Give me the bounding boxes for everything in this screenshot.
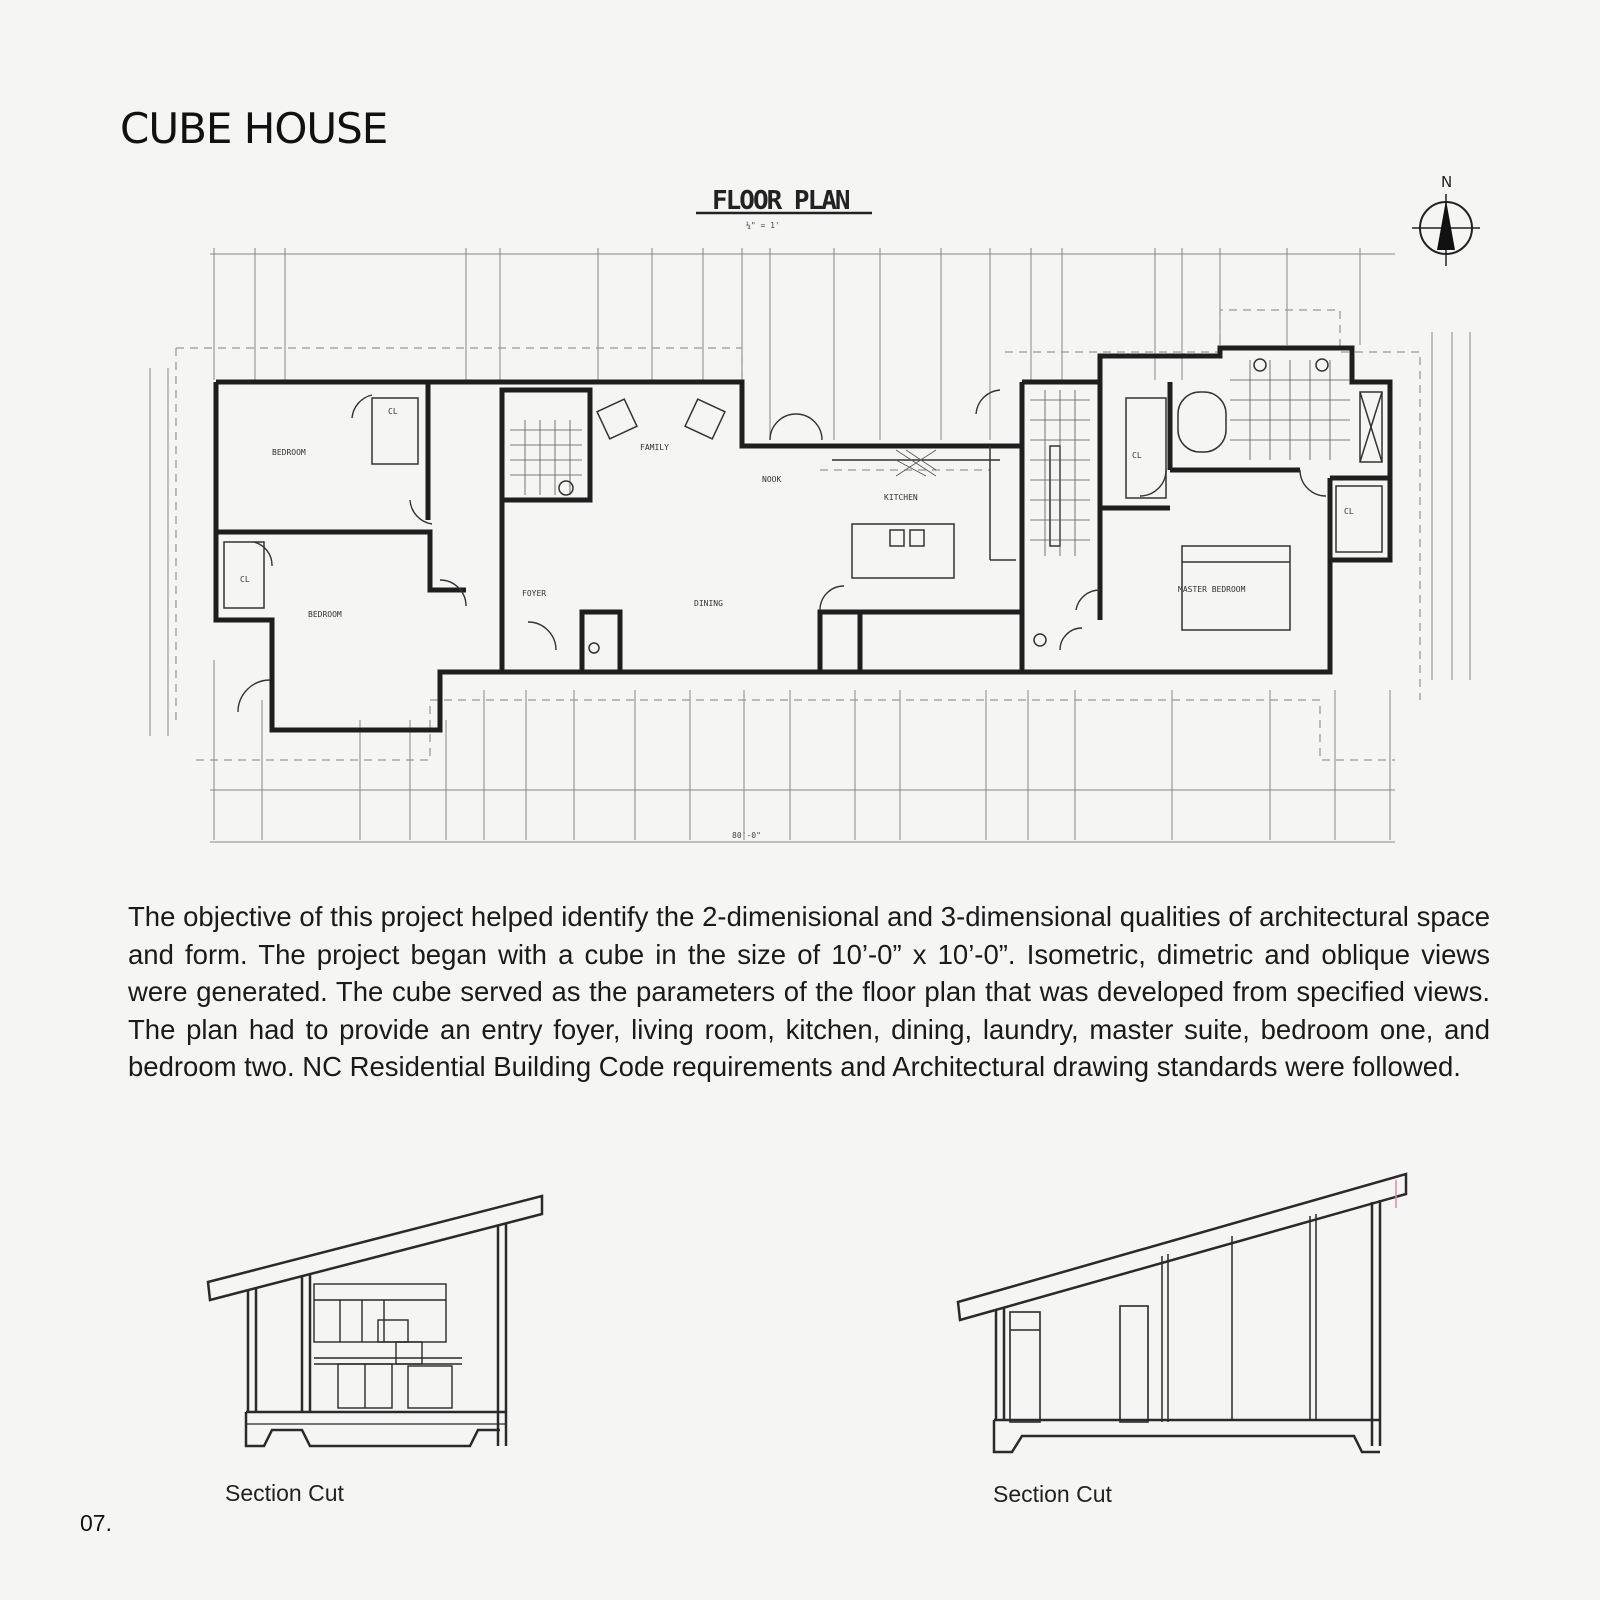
- room-label-family: FAMILY: [640, 443, 669, 452]
- room-label-closet-4: CL: [1344, 507, 1354, 516]
- room-label-bedroom-2: BEDROOM: [308, 610, 342, 619]
- room-label-foyer: FOYER: [522, 589, 547, 598]
- room-label-dining: DINING: [694, 599, 723, 608]
- room-label-closet-2: CL: [240, 575, 250, 584]
- room-label-closet-3: CL: [1132, 451, 1142, 460]
- room-label-closet-1: CL: [388, 407, 398, 416]
- section-cut-left: [208, 1196, 542, 1446]
- section-cut-right: [958, 1174, 1406, 1452]
- room-label-nook: NOOK: [762, 475, 782, 484]
- room-label-master-bedroom: MASTER BEDROOM: [1178, 585, 1246, 594]
- overall-dimension: 80'-0": [732, 831, 761, 840]
- page-number: 07.: [80, 1510, 112, 1536]
- section-caption-left: Section Cut: [225, 1480, 344, 1506]
- room-label-bedroom-1: BEDROOM: [272, 448, 306, 457]
- floor-plan-scale: ¼" = 1': [746, 221, 780, 230]
- room-label-kitchen: KITCHEN: [884, 493, 918, 502]
- page-title: CUBE HOUSE: [120, 104, 388, 153]
- north-label: N: [1441, 173, 1453, 191]
- section-caption-right: Section Cut: [993, 1481, 1112, 1507]
- floor-plan-label: FLOOR PLAN: [712, 186, 849, 216]
- project-description: The objective of this project helped identify the 2-dimenisional and 3-dimensional qualities of architectural space and form. The project began with a cube in the size of 10’-0” x 10’-0”. Isometric, dimetric and oblique views were generated. The cube served as the parameters of the floor plan that was developed from specified views. The plan had to provide an entry foyer, living room, kitchen, dining, laundry, master suite, bedroom one, and bedroom two. NC Residential Building Code requirements and Architectural drawing standards were followed.: [128, 901, 1490, 1082]
